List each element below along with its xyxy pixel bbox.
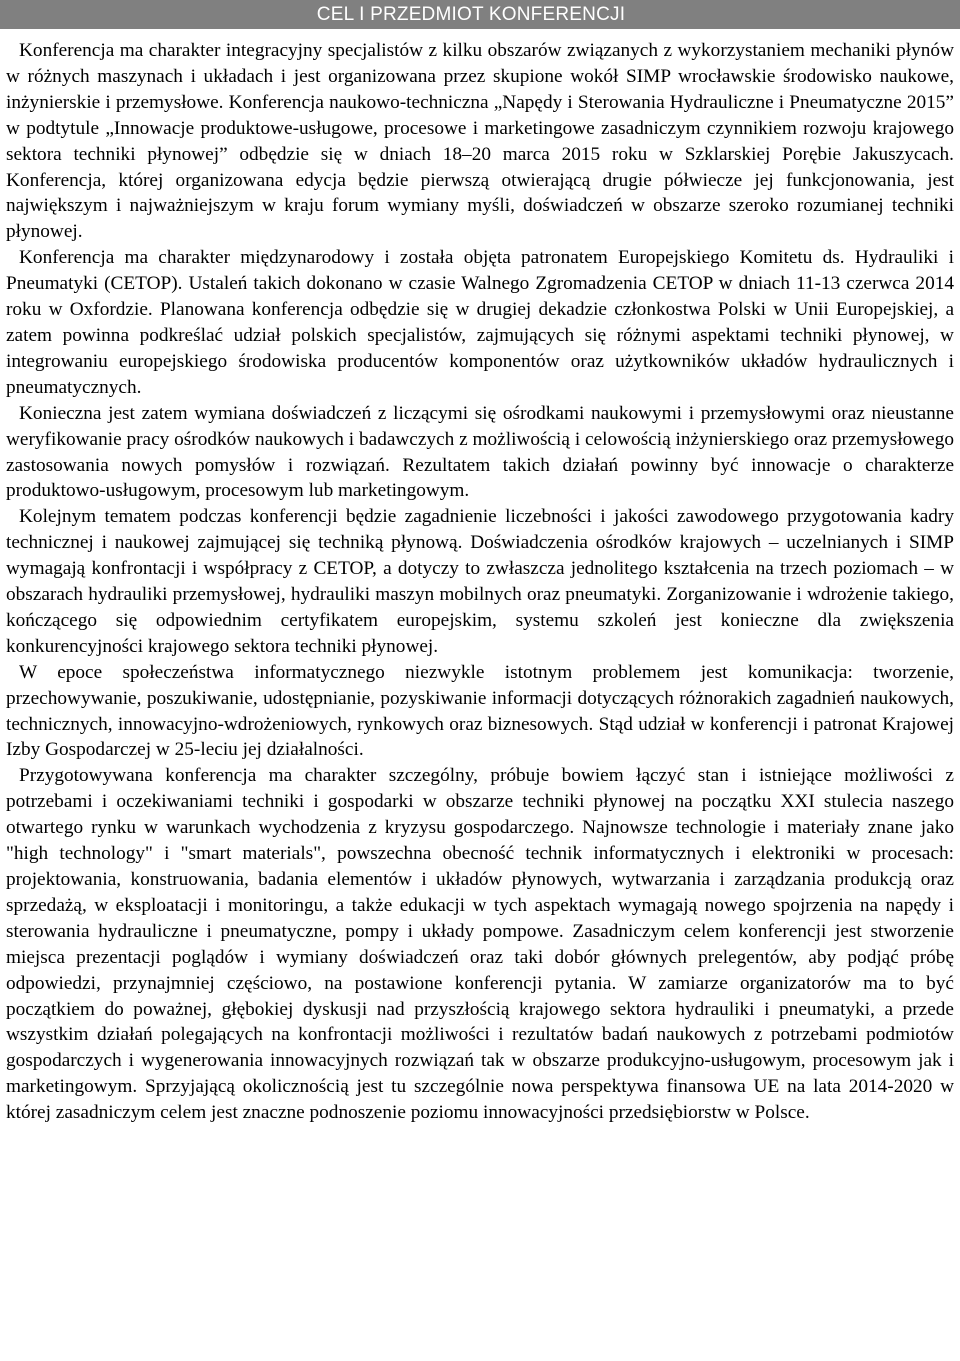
paragraph-intro: Konferencja ma charakter integracyjny specjalistów z kilku obszarów związanych z wykorzystaniem mechaniki płynów w różnych maszynach i układach i jest organizowana przez skupione wokół SIMP wrocławskie środowisko naukowe, inżynierskie i przemysłowe. Konferencja naukowo-techniczna „Napędy i Sterowania Hydrauliczne i Pneumatyczne 2015” w podtytule „Innowacje produktowe-usługowe, procesowe i marketingowe zasadniczym czynnikiem rozwoju krajowego sektora techniki płynowej” odbędzie się w dniach 18–20 marca 2015 roku w Szklarskiej Porębie Jakuszycach. Konferencja, której organizowana edycja będzie pierwszą otwierającą drugie półwiecze jej funkcjonowania, jest największym i najważniejszym w kraju forum wymiany myśli, doświadczeń w obszarze szeroko rozumianej techniki płynowej. [6, 40, 954, 243]
document-body [6, 38, 954, 1126]
paragraph-education: Kolejnym tematem podczas konferencji będzie zagadnienie liczebności i jakości zawodowego przygotowania kadry technicznej i naukowej zajmującej się techniką płynową. Doświadczenia ośrodków krajowych – uczelnianych i SIMP wymagają konfrontacji i współpracy z CETOP, a dotyczy to zwłaszcza jednolitego kształcenia na trzech poziomach – w obszarach hydrauliki przemysłowej, hydrauliki maszyn mobilnych oraz pneumatyki. Zorganizowanie i wdrożenie takiego, kończącego się odpowiednim certyfikatem europejskim, systemu szkoleń jest konieczne dla zwiększenia konkurencyjności krajowego sektora techniki płynowej. [6, 506, 954, 657]
section-header-bar [0, 0, 960, 29]
section-title: CEL I PRZEDMIOT KONFERENCJI [316, 4, 626, 25]
paragraph-international: Konferencja ma charakter międzynarodowy i została objęta patronatem Europejskiego Komitetu ds. Hydrauliki i Pneumatyki (CETOP). Ustaleń takich dokonano w czasie Walnego Zgromadzenia CETOP w dniach 11-13 czerwca 2014 roku w Oxfordzie. Planowana konferencja odbędzie się w drugiej dekadzie członkostwa Polski w Unii Europejskiej, a zatem powinna podkreślać udział polskich specjalistów, zajmujących się różnymi aspektami techniki płynowej, w integrowaniu europejskiego środowiska producentów komponentów oraz użytkowników układów hydraulicznych i pneumatycznych. [6, 247, 954, 398]
paragraph-communication: W epoce społeczeństwa informatycznego niezwykle istotnym problemem jest komunikacja: tworzenie, przechowywanie, poszukiwanie, udostępnianie, pozyskiwanie informacji dotyczących różnorakich zagadnień naukowych, technicznych, innowacyjno-wdrożeniowych, rynkowych oraz biznesowych. Stąd udział w konferencji i patronat Krajowej Izby Gospodarczej w 25-leciu jej działalności. [6, 661, 954, 761]
paragraph-exchange: Konieczna jest zatem wymiana doświadczeń z liczącymi się ośrodkami naukowymi i przemysłowymi oraz nieustanne weryfikowanie pracy ośrodków naukowych i badawczych z możliwością i celowością inżynierskiego oraz przemysłowego zastosowania nowych pomysłów i rozwiązań. Rezultatem takich działań powinny być innowacje o charakterze produktowo-usługowym, procesowym lub marketingowym. [6, 402, 954, 502]
paragraph-goals: Przygotowywana konferencja ma charakter szczególny, próbuje bowiem łączyć stan i istniejące możliwości z potrzebami i oczekiwaniami techniki i gospodarki w obszarze techniki płynowej na początku XXI stulecia naszego otwartego rynku w warunkach wychodzenia z kryzysu gospodarczego. Najnowsze technologie i materiały znane jako "high technology" i "smart materials", powszechna obecność technik informatycznych i elektroniki w procesach: projektowania, konstruowania, badania elementów i układów płynowych, wytwarzania i zarządzania produkcją oraz sprzedażą, w eksploatacji i monitoringu, a także edukacji w tych aspektach wymagają nowego spojrzenia na napędy i sterowania hydrauliczne i pneumatyczne, pompy i układy pompowe. Zasadniczym celem konferencji jest stworzenie miejsca prezentacji poglądów i wymiany doświadczeń oraz taki dobór głównych prelegentów, aby podjąć próbę odpowiedzi, przynajmniej częściowo, na postawione konferencji pytania. W zamiarze organizatorów ma to być początkiem do poważnej, głębokiej dyskusji nad przyszłością krajowego sektora hydrauliki i pneumatyki, a przede wszystkim działań polegających na konfrontacji możliwości i rezultatów badań naukowych z potrzebami podmiotów gospodarczych i wygenerowania innowacyjnych rozwiązań tak w obszarze produkcyjno-usługowym, procesowym jak i marketingowym. Sprzyjającą okolicznością jest tu szczególnie nowa perspektywa finansowa UE na lata 2014-2020 w której zasadniczym celem jest znaczne podnoszenie poziomu innowacyjności przedsiębiorstw w Polsce. [6, 765, 954, 1124]
